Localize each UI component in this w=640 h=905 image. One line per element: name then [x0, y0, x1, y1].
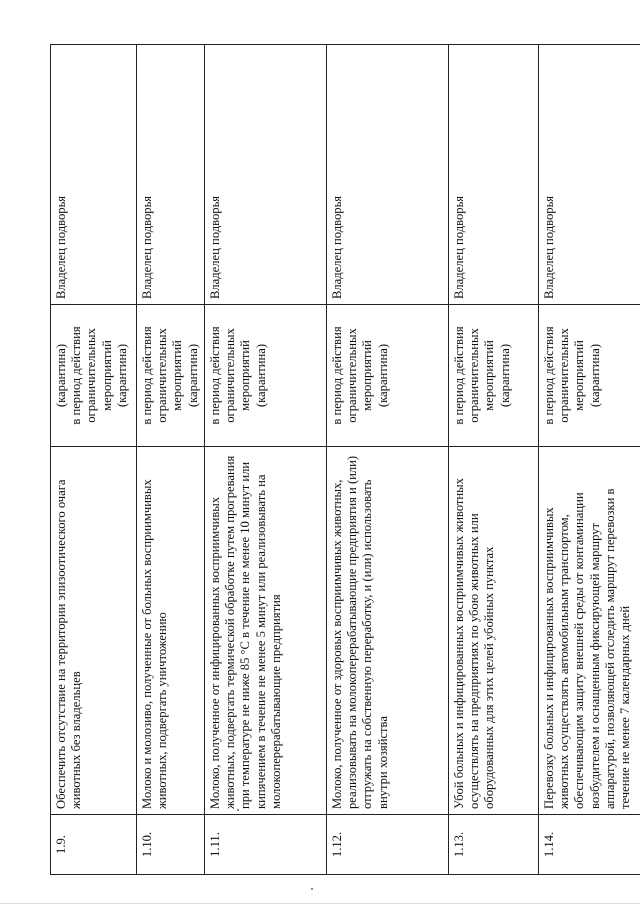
table-row [538, 45, 640, 875]
responsible-cell: Владелец подворья [538, 45, 640, 305]
measure-cell: Убой больных и инфицированных восприимчивых животных осуществлять на предприятиях по убою животных или оборудованных для этих целей убойных пунктах [448, 447, 538, 815]
responsible-cell: Владелец подворья [326, 45, 448, 305]
row-number: 1.14. [538, 815, 640, 875]
period-cell: в период действия ограничительных мероприятий (карантина) [538, 305, 640, 447]
scan-speck [237, 809, 239, 811]
period-cell: в период действия ограничительных мероприятий (карантина) [137, 305, 205, 447]
period-cell: в период действия ограничительных мероприятий (карантина) [204, 305, 326, 447]
row-number: 1.10. [137, 815, 205, 875]
table-row [51, 45, 137, 875]
measure-cell: Перевозку больных и инфицированных восприимчивых животных осуществлять автомобильным транспортом, обеспечивающим защиту внешней среды от контаминации возбудителем и оснащенным фиксирующей маршрут аппаратурой, позволяющей отследить маршрут перевозки в течение не менее 7 календарных дней [538, 447, 640, 815]
period-cell: в период действия ограничительных мероприятий (карантина) [326, 305, 448, 447]
table-row [326, 45, 448, 875]
scan-speck [311, 888, 313, 890]
row-number: 1.9. [51, 815, 137, 875]
period-cell [51, 305, 137, 447]
page-bottom-edge [0, 903, 640, 904]
measures-table [50, 44, 640, 875]
measure-cell: Молоко, полученное от здоровых восприимчивых животных, реализовывать на молокоперерабатывающие предприятия и (или) отгружать на собственную переработку, и (или) использовать внутри хозяйства [326, 447, 448, 815]
row-number: 1.12. [326, 815, 448, 875]
responsible-cell: Владелец подворья [204, 45, 326, 305]
table-row [137, 45, 205, 875]
measure-cell: Обеспечить отсутствие на территории эпизоотического очага животных без владельцев [51, 447, 137, 815]
row-number: 1.13. [448, 815, 538, 875]
table-row [448, 45, 538, 875]
row-number: 1.11. [204, 815, 326, 875]
table-row [204, 45, 326, 875]
responsible-cell: Владелец подворья [51, 45, 137, 305]
rotated-table-container [50, 45, 633, 875]
period-cell: в период действия ограничительных мероприятий (карантина) [448, 305, 538, 447]
period-text: в период действия ограничительных мероприятий (карантина) [69, 326, 129, 425]
responsible-cell: Владелец подворья [137, 45, 205, 305]
period-continuation: (карантина) [54, 343, 68, 408]
responsible-cell: Владелец подворья [448, 45, 538, 305]
measure-cell: Молоко, полученное от инфицированных восприимчивых животных, подвергать термической обработке путем прогревания при температуре не ниже 85 °С в течение не менее 10 минут или кипячением в течение не менее 5 минут или реализовывать на молокоперерабатывающие предприятия [204, 447, 326, 815]
measure-cell: Молоко и молозиво, полученные от больных восприимчивых животных, подвергать уничтожению [137, 447, 205, 815]
